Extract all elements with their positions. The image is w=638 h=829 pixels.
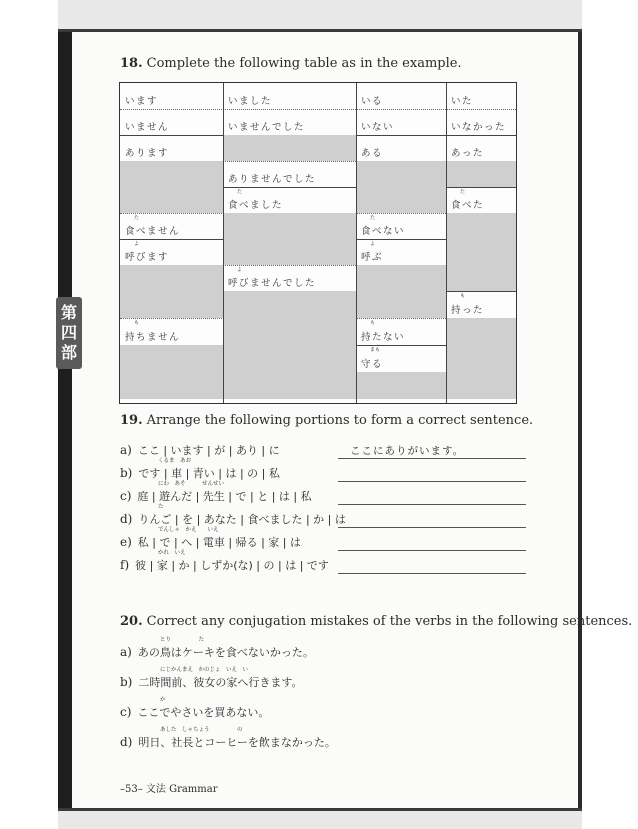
answer-line[interactable] bbox=[338, 527, 526, 528]
exercise-19-item bbox=[120, 481, 312, 504]
sentence-text: 二時間前、彼女の家へ行きます。 bbox=[138, 676, 303, 689]
exercise-20-item bbox=[120, 667, 303, 690]
furigana: も bbox=[370, 320, 376, 326]
sentence-text: ここでやさいを買あない。 bbox=[137, 706, 270, 719]
furigana: た bbox=[158, 504, 164, 510]
answer-line[interactable] bbox=[338, 573, 526, 574]
furigana: た bbox=[237, 189, 243, 195]
cell-text: 呼びませんでした bbox=[228, 278, 317, 289]
item-label: b) bbox=[120, 466, 133, 480]
table-cell bbox=[120, 318, 223, 345]
table-cell bbox=[223, 213, 356, 239]
word-portions: 庭 | 遊んだ | 先生 | で | と | は | 私 bbox=[137, 490, 312, 503]
item-label: c) bbox=[120, 705, 132, 719]
workbook-page bbox=[72, 32, 633, 808]
table-cell bbox=[120, 345, 223, 372]
scan-edge-left bbox=[58, 0, 72, 826]
part-four-side-tab bbox=[56, 297, 82, 369]
table-cell bbox=[446, 291, 516, 318]
exercise-20-instruction: Correct any conjugation mistakes of the verbs in the following sentences. bbox=[146, 614, 633, 629]
table-cell bbox=[120, 135, 223, 161]
furigana: あした しゃちょう の bbox=[160, 727, 243, 733]
table-cell bbox=[223, 265, 356, 291]
table-cell bbox=[356, 135, 446, 161]
word-portions: ここ | います | が | あり | に bbox=[137, 444, 280, 457]
cell-text: 食べました bbox=[228, 200, 284, 211]
item-label: d) bbox=[120, 735, 133, 749]
table-cell bbox=[120, 213, 223, 239]
table-cell bbox=[446, 161, 516, 187]
table-cell bbox=[120, 109, 223, 135]
table-cell bbox=[356, 239, 446, 265]
item-label: b) bbox=[120, 675, 133, 689]
word-portions: です | 車 | 青い | は | の | 私 bbox=[138, 467, 280, 480]
sentence-text: 明日、社長とコーヒーを飲まなかった。 bbox=[138, 736, 336, 749]
sentence-text: あの鳥はケーキを食べないかった。 bbox=[137, 646, 314, 659]
answer-line[interactable] bbox=[338, 458, 526, 459]
table-column-divider bbox=[223, 83, 224, 403]
table-cell bbox=[120, 291, 223, 318]
table-cell bbox=[120, 265, 223, 291]
example-answer: ここにありがいます。 bbox=[350, 445, 465, 457]
cell-text: います bbox=[125, 96, 159, 107]
exercise-20-item bbox=[120, 697, 270, 720]
cell-text: 呼びます bbox=[125, 252, 170, 263]
furigana: た bbox=[134, 215, 140, 221]
exercise-19-item bbox=[120, 442, 280, 458]
table-cell bbox=[356, 161, 446, 187]
cell-text: 呼ぶ bbox=[361, 252, 384, 263]
table-cell bbox=[446, 318, 516, 345]
scan-edge-top bbox=[58, 0, 582, 32]
furigana: た bbox=[370, 215, 376, 221]
side-tab-char: 部 bbox=[60, 343, 77, 362]
furigana: とり た bbox=[160, 637, 205, 643]
cell-text: 食べた bbox=[451, 200, 485, 211]
word-portions: りんご | を | あなた | 食べました | か | は bbox=[138, 513, 346, 526]
furigana: よ bbox=[237, 267, 243, 273]
answer-line[interactable] bbox=[338, 550, 526, 551]
answer-line[interactable] bbox=[338, 481, 526, 482]
table-cell bbox=[120, 83, 223, 109]
item-label: a) bbox=[120, 645, 132, 659]
side-tab-char: 第 bbox=[60, 303, 77, 322]
table-cell bbox=[223, 239, 356, 265]
cell-text: 持った bbox=[451, 305, 485, 316]
furigana: でんしゃ かえ いえ bbox=[158, 527, 219, 533]
table-cell bbox=[120, 372, 223, 399]
table-column-divider bbox=[446, 83, 447, 403]
exercise-18-number: 18. bbox=[120, 56, 143, 71]
furigana: も bbox=[134, 320, 140, 326]
table-cell bbox=[356, 318, 446, 345]
cell-text: いました bbox=[228, 96, 273, 107]
furigana: も bbox=[460, 293, 466, 299]
cell-text: いた bbox=[451, 96, 474, 107]
exercise-19-item bbox=[120, 527, 301, 550]
word-portions: 彼 | 家 | か | しずか(な) | の | は | です bbox=[135, 559, 329, 572]
table-cell bbox=[446, 83, 516, 109]
furigana: か bbox=[160, 697, 166, 703]
exercise-20-number: 20. bbox=[120, 614, 143, 629]
table-cell bbox=[356, 109, 446, 135]
side-tab-char: 四 bbox=[60, 323, 77, 342]
exercise-19-number: 19. bbox=[120, 413, 143, 428]
item-label: f) bbox=[120, 558, 130, 572]
exercise-20-heading bbox=[120, 614, 632, 629]
scan-edge-right bbox=[578, 0, 582, 826]
table-cell bbox=[356, 291, 446, 318]
table-cell bbox=[120, 187, 223, 213]
furigana: かれ いえ bbox=[158, 550, 186, 556]
cell-text: 食べません bbox=[125, 226, 181, 237]
table-cell bbox=[446, 345, 516, 372]
cell-text: いる bbox=[361, 96, 384, 107]
table-cell bbox=[446, 109, 516, 135]
table-cell bbox=[446, 213, 516, 239]
exercise-20-item bbox=[120, 637, 314, 660]
furigana: よ bbox=[370, 241, 376, 247]
table-cell bbox=[223, 109, 356, 135]
scan-margin-left bbox=[0, 0, 60, 826]
item-label: d) bbox=[120, 512, 133, 526]
table-cell bbox=[223, 291, 356, 318]
exercise-19-heading bbox=[120, 413, 533, 428]
exercise-18-heading bbox=[120, 56, 462, 71]
table-cell bbox=[446, 265, 516, 291]
table-cell bbox=[446, 135, 516, 161]
furigana: まも bbox=[370, 347, 381, 353]
cell-text: いません bbox=[125, 122, 170, 133]
table-cell bbox=[356, 187, 446, 213]
table-cell bbox=[223, 161, 356, 187]
scan-margin-right bbox=[580, 0, 638, 826]
exercise-19-item bbox=[120, 504, 346, 527]
table-cell bbox=[223, 345, 356, 372]
table-cell bbox=[120, 239, 223, 265]
cell-text: いない bbox=[361, 122, 395, 133]
table-cell bbox=[223, 83, 356, 109]
cell-text: いなかった bbox=[451, 122, 507, 133]
table-cell bbox=[356, 345, 446, 372]
table-cell bbox=[223, 318, 356, 345]
cell-text: 持たない bbox=[361, 332, 406, 343]
cell-text: ある bbox=[361, 148, 384, 159]
conjugation-table bbox=[119, 82, 517, 404]
furigana: た bbox=[460, 189, 466, 195]
furigana: にじかんまえ かのじょ いえ い bbox=[160, 667, 249, 673]
exercise-18-instruction: Complete the following table as in the example. bbox=[146, 56, 462, 71]
furigana: くるま あお bbox=[158, 458, 192, 464]
item-label: e) bbox=[120, 535, 132, 549]
table-cell bbox=[223, 135, 356, 161]
cell-text: 持ちません bbox=[125, 332, 181, 343]
table-cell bbox=[356, 83, 446, 109]
furigana: にわ あそ せんせい bbox=[158, 481, 225, 487]
exercise-19-item bbox=[120, 550, 329, 573]
cell-text: ありませんでした bbox=[228, 174, 317, 185]
answer-line[interactable] bbox=[338, 504, 526, 505]
table-column-divider bbox=[356, 83, 357, 403]
cell-text: 食べない bbox=[361, 226, 406, 237]
table-cell bbox=[120, 161, 223, 187]
exercise-20-item bbox=[120, 727, 336, 750]
exercise-19-instruction: Arrange the following portions to form a correct sentence. bbox=[146, 413, 534, 428]
furigana: よ bbox=[134, 241, 140, 247]
table-cell bbox=[356, 265, 446, 291]
word-portions: 私 | で | へ | 電車 | 帰る | 家 | は bbox=[137, 536, 301, 549]
item-label: a) bbox=[120, 443, 132, 457]
cell-text: あります bbox=[125, 148, 170, 159]
table-cell bbox=[356, 213, 446, 239]
cell-text: 守る bbox=[361, 359, 384, 370]
item-label: c) bbox=[120, 489, 132, 503]
cell-text: いませんでした bbox=[228, 122, 306, 133]
page-footer: –53– 文法 Grammar bbox=[120, 784, 218, 795]
table-cell bbox=[446, 187, 516, 213]
table-cell bbox=[446, 372, 516, 399]
table-cell bbox=[446, 239, 516, 265]
table-cell bbox=[356, 372, 446, 399]
cell-text: あった bbox=[451, 148, 484, 159]
table-cell bbox=[223, 372, 356, 399]
table-cell bbox=[223, 187, 356, 213]
